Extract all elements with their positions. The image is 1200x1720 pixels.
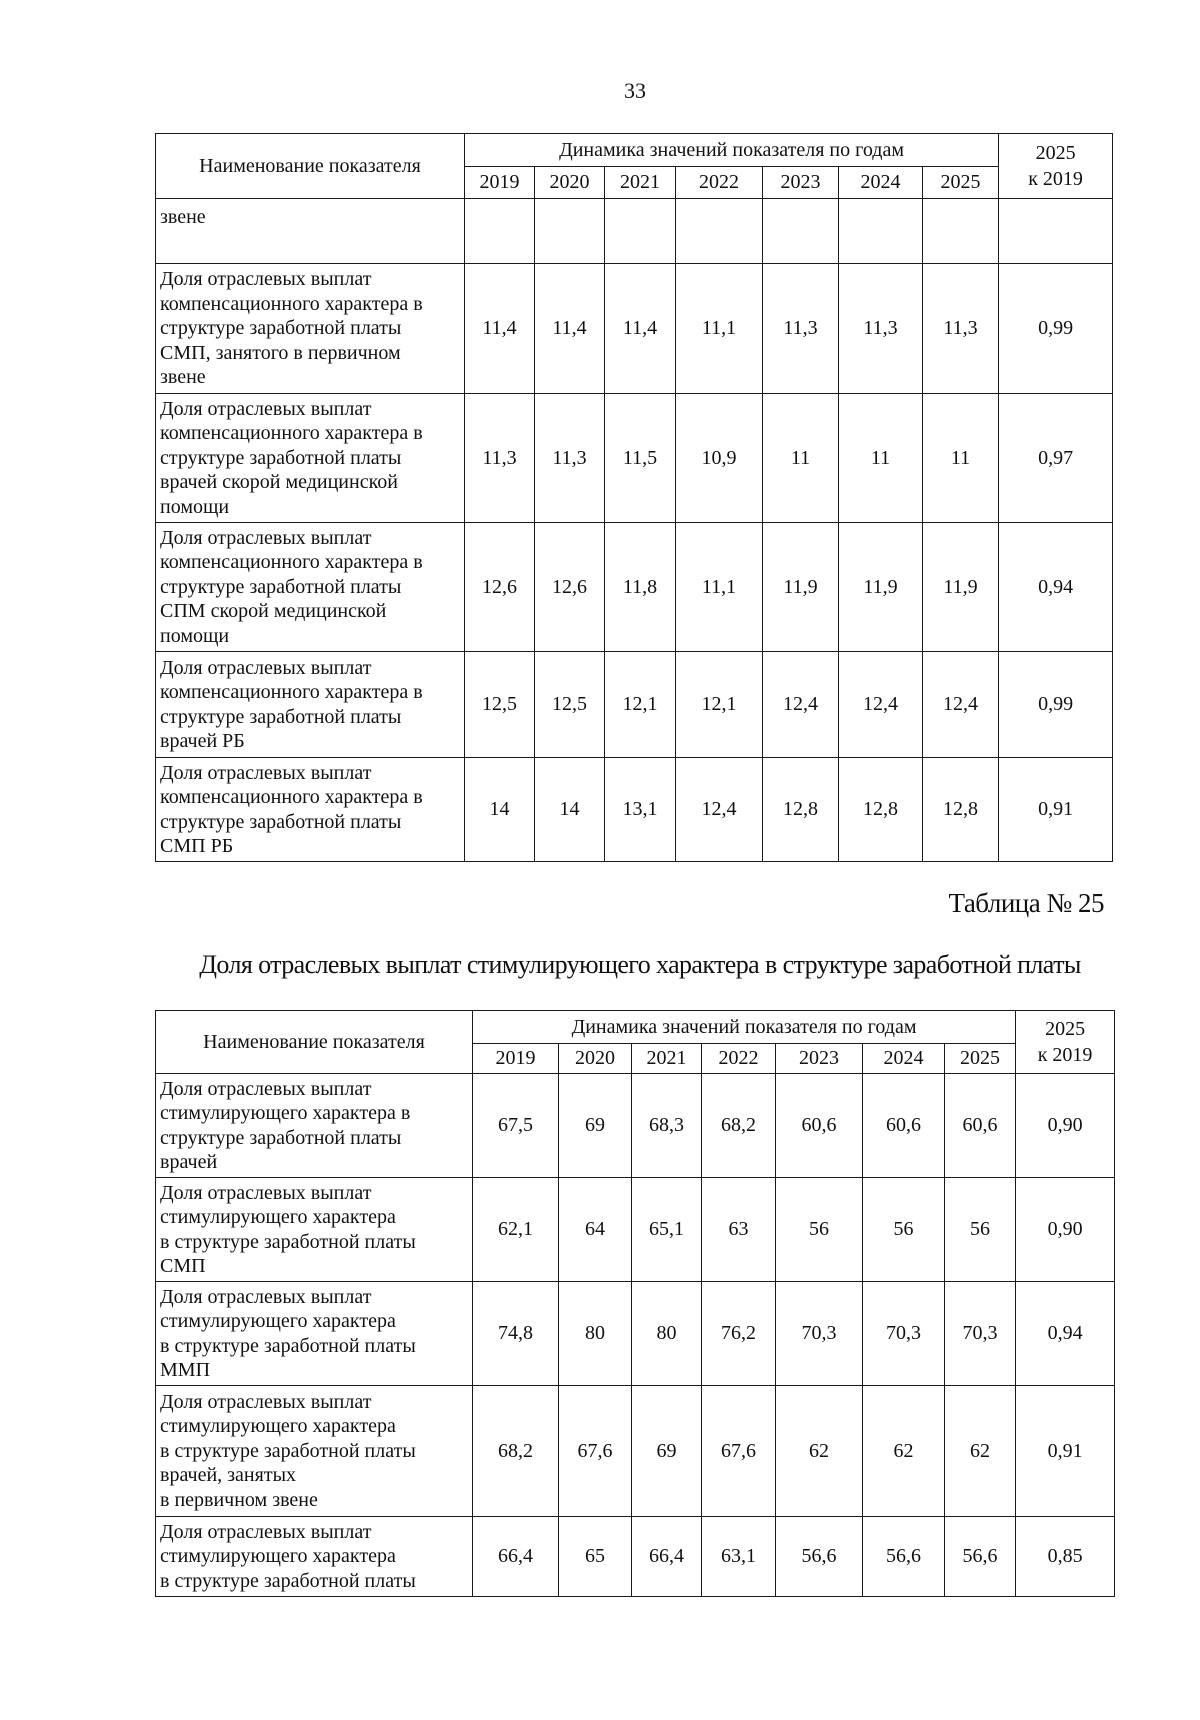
- table-row: [156, 758, 1113, 862]
- cell-value: 12,8: [763, 758, 839, 862]
- cell-value: 62,1: [473, 1178, 559, 1282]
- header-ratio: 2025 к 2019: [1016, 1011, 1115, 1074]
- row-name: звене: [156, 199, 465, 264]
- header-year: 2021: [605, 167, 676, 199]
- table-header-row: [156, 1011, 1115, 1044]
- cell-value: 12,4: [763, 652, 839, 758]
- row-name: Доля отраслевых выплат компенсационного характера в структуре заработной платы СМП, занятого в первичном звене: [156, 264, 465, 394]
- cell-ratio: 0,94: [999, 523, 1113, 652]
- cell-ratio: 0,90: [1016, 1074, 1115, 1178]
- row-name: Доля отраслевых выплат стимулирующего характера в структуре заработной платы ММП: [156, 1282, 473, 1386]
- header-year: 2025: [923, 167, 999, 199]
- table-row: [156, 1386, 1115, 1517]
- table-row: [156, 523, 1113, 652]
- cell-ratio: 0,99: [999, 264, 1113, 394]
- cell-value: 11: [763, 394, 839, 523]
- cell-value: 74,8: [473, 1282, 559, 1386]
- table-header-row: [156, 134, 1113, 167]
- cell-value: 14: [535, 758, 605, 862]
- cell-value: 67,5: [473, 1074, 559, 1178]
- stimulating-table: [155, 1010, 1115, 1597]
- header-year: 2019: [465, 167, 535, 199]
- cell-value: 63: [702, 1178, 776, 1282]
- cell-value: 12,4: [839, 652, 923, 758]
- header-ratio: 2025 к 2019: [999, 134, 1113, 199]
- cell-value: 11: [923, 394, 999, 523]
- row-name: Доля отраслевых выплат компенсационного характера в структуре заработной платы врачей РБ: [156, 652, 465, 758]
- cell-value: 70,3: [863, 1282, 945, 1386]
- cell-ratio: 0,97: [999, 394, 1113, 523]
- cell-value: 13,1: [605, 758, 676, 862]
- cell-value: 12,5: [465, 652, 535, 758]
- cell-value: 12,6: [465, 523, 535, 652]
- table-number-caption: Таблица № 25: [948, 888, 1104, 918]
- row-name: Доля отраслевых выплат стимулирующего характера в структуре заработной платы СМП: [156, 1178, 473, 1282]
- cell-ratio: 0,85: [1016, 1517, 1115, 1597]
- cell-ratio: 0,91: [1016, 1386, 1115, 1517]
- header-year: 2021: [632, 1044, 702, 1074]
- cell-value: 56: [945, 1178, 1016, 1282]
- page-number: 33: [624, 78, 646, 103]
- cell-value: 12,4: [923, 652, 999, 758]
- cell-value: 11,4: [605, 264, 676, 394]
- cell-value: 56: [863, 1178, 945, 1282]
- cell-value: 11,4: [535, 264, 605, 394]
- cell-value: 11,4: [465, 264, 535, 394]
- cell-value: 12,5: [535, 652, 605, 758]
- header-year: 2020: [559, 1044, 632, 1074]
- cell-value: 60,6: [863, 1074, 945, 1178]
- cell-value: 62: [776, 1386, 863, 1517]
- cell-value: 14: [465, 758, 535, 862]
- cell-value: 62: [945, 1386, 1016, 1517]
- cell-value: 11,3: [763, 264, 839, 394]
- cell-value: 56: [776, 1178, 863, 1282]
- cell-value: 62: [863, 1386, 945, 1517]
- table-row: [156, 1178, 1115, 1282]
- cell-value: 12,1: [605, 652, 676, 758]
- cell-value: 70,3: [776, 1282, 863, 1386]
- cell-value: 66,4: [632, 1517, 702, 1597]
- cell-value: 11,1: [676, 523, 763, 652]
- cell-value: 56,6: [945, 1517, 1016, 1597]
- cell-value: 70,3: [945, 1282, 1016, 1386]
- cell-value: 12,6: [535, 523, 605, 652]
- cell-value: 11,8: [605, 523, 676, 652]
- cell-value: 11,3: [839, 264, 923, 394]
- cell-value: 63,1: [702, 1517, 776, 1597]
- header-year: 2020: [535, 167, 605, 199]
- cell-value: 64: [559, 1178, 632, 1282]
- row-name: Доля отраслевых выплат стимулирующего характера в структуре заработной платы: [156, 1517, 473, 1597]
- cell-value: 11: [839, 394, 923, 523]
- header-year: 2019: [473, 1044, 559, 1074]
- cell-value: 12,8: [839, 758, 923, 862]
- cell-value: 69: [559, 1074, 632, 1178]
- cell-value: 11,9: [839, 523, 923, 652]
- row-name: Доля отраслевых выплат компенсационного характера в структуре заработной платы СПМ скорой медицинской помощи: [156, 523, 465, 652]
- row-name: Доля отраслевых выплат стимулирующего характера в структуре заработной платы врачей: [156, 1074, 473, 1178]
- cell-value: 12,4: [676, 758, 763, 862]
- cell-value: 11,3: [535, 394, 605, 523]
- cell-value: 80: [559, 1282, 632, 1386]
- compensation-table: [155, 133, 1113, 862]
- header-year: 2024: [839, 167, 923, 199]
- cell-value: 60,6: [776, 1074, 863, 1178]
- table-row: [156, 394, 1113, 523]
- cell-value: 80: [632, 1282, 702, 1386]
- table-row: [156, 264, 1113, 394]
- header-indicator-name: Наименование показателя: [156, 134, 465, 199]
- header-dynamics: Динамика значений показателя по годам: [473, 1011, 1016, 1044]
- table-title: Доля отраслевых выплат стимулирующего характера в структуре заработной платы: [199, 950, 1081, 979]
- cell-value: 12,1: [676, 652, 763, 758]
- header-year: 2023: [776, 1044, 863, 1074]
- header-year: 2022: [676, 167, 763, 199]
- cell-value: 69: [632, 1386, 702, 1517]
- cell-value: 66,4: [473, 1517, 559, 1597]
- table-row: [156, 199, 1113, 264]
- table-row: [156, 1517, 1115, 1597]
- cell-value: 68,3: [632, 1074, 702, 1178]
- row-name: Доля отраслевых выплат компенсационного характера в структуре заработной платы врачей скорой медицинской помощи: [156, 394, 465, 523]
- cell-ratio: 0,91: [999, 758, 1113, 862]
- cell-value: 11,9: [923, 523, 999, 652]
- header-indicator-name: Наименование показателя: [156, 1011, 473, 1074]
- cell-value: 11,5: [605, 394, 676, 523]
- cell-value: 68,2: [473, 1386, 559, 1517]
- row-name: Доля отраслевых выплат стимулирующего характера в структуре заработной платы врачей, занятых в первичном звене: [156, 1386, 473, 1517]
- cell-value: 76,2: [702, 1282, 776, 1386]
- table-row: [156, 1282, 1115, 1386]
- cell-ratio: 0,90: [1016, 1178, 1115, 1282]
- cell-value: 60,6: [945, 1074, 1016, 1178]
- cell-value: 65: [559, 1517, 632, 1597]
- cell-ratio: 0,94: [1016, 1282, 1115, 1386]
- cell-value: 11,3: [465, 394, 535, 523]
- cell-value: 56,6: [776, 1517, 863, 1597]
- cell-value: 12,8: [923, 758, 999, 862]
- row-name: Доля отраслевых выплат компенсационного характера в структуре заработной платы СМП РБ: [156, 758, 465, 862]
- header-year: 2025: [945, 1044, 1016, 1074]
- cell-value: 11,9: [763, 523, 839, 652]
- cell-value: 65,1: [632, 1178, 702, 1282]
- header-year: 2023: [763, 167, 839, 199]
- header-year: 2022: [702, 1044, 776, 1074]
- cell-value: 10,9: [676, 394, 763, 523]
- cell-value: 56,6: [863, 1517, 945, 1597]
- table-row: [156, 1074, 1115, 1178]
- cell-ratio: 0,99: [999, 652, 1113, 758]
- table-row: [156, 652, 1113, 758]
- cell-value: 68,2: [702, 1074, 776, 1178]
- cell-value: 11,1: [676, 264, 763, 394]
- cell-value: 11,3: [923, 264, 999, 394]
- header-dynamics: Динамика значений показателя по годам: [465, 134, 999, 167]
- header-year: 2024: [863, 1044, 945, 1074]
- cell-value: 67,6: [559, 1386, 632, 1517]
- cell-value: 67,6: [702, 1386, 776, 1517]
